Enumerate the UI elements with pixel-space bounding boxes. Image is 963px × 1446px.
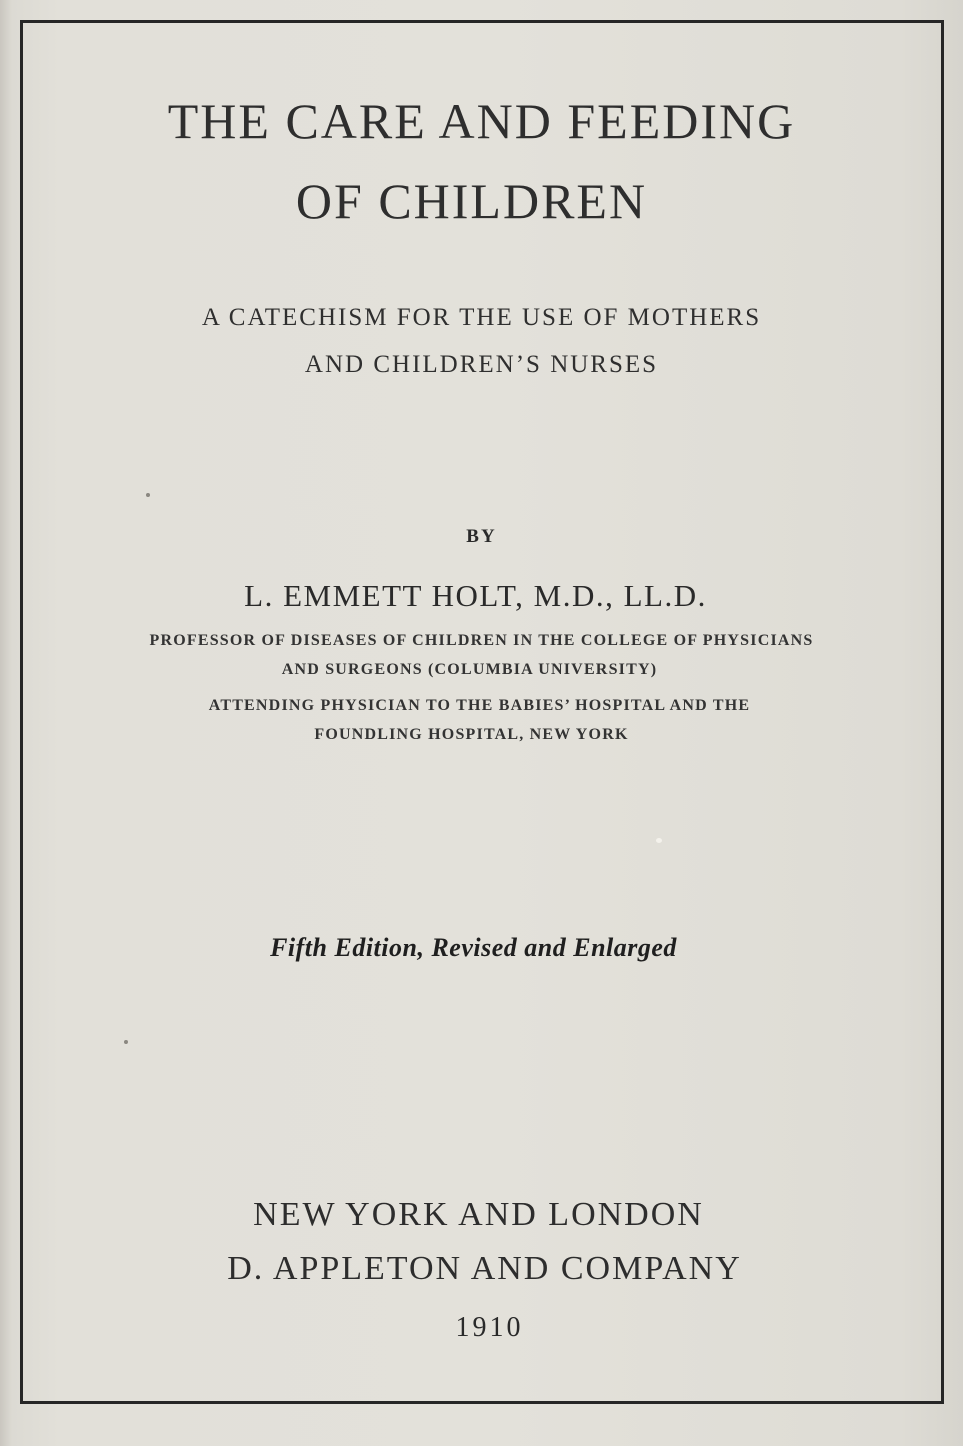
imprint-year: 1910 [455, 1312, 524, 1343]
credential-line-1: PROFESSOR OF DISEASES OF CHILDREN IN THE COLLEGE OF PHYSICIANS [149, 632, 814, 649]
author-name: L. EMMETT HOLT, M.D., LL.D. [244, 578, 707, 613]
imprint-publisher: D. APPLETON AND COMPANY [227, 1250, 742, 1287]
byline: BY [466, 526, 497, 547]
edition-note: Fifth Edition, Revised and Enlarged [270, 933, 677, 962]
title-line-1: THE CARE AND FEEDING [167, 93, 796, 149]
imprint-place: NEW YORK AND LONDON [253, 1196, 704, 1233]
credential-line-3: ATTENDING PHYSICIAN TO THE BABIES’ HOSPITAL AND THE [208, 697, 751, 714]
paper-speck [124, 1040, 128, 1044]
subtitle-line-1: A CATECHISM FOR THE USE OF MOTHERS [201, 304, 762, 331]
paper-speck [146, 493, 150, 497]
credential-line-4: FOUNDLING HOSPITAL, NEW YORK [314, 726, 629, 743]
title-line-2: OF CHILDREN [295, 173, 648, 229]
subtitle-line-2: AND CHILDREN’S NURSES [304, 351, 659, 378]
paper-speck [656, 838, 662, 843]
credential-line-2: AND SURGEONS (COLUMBIA UNIVERSITY) [281, 661, 658, 678]
